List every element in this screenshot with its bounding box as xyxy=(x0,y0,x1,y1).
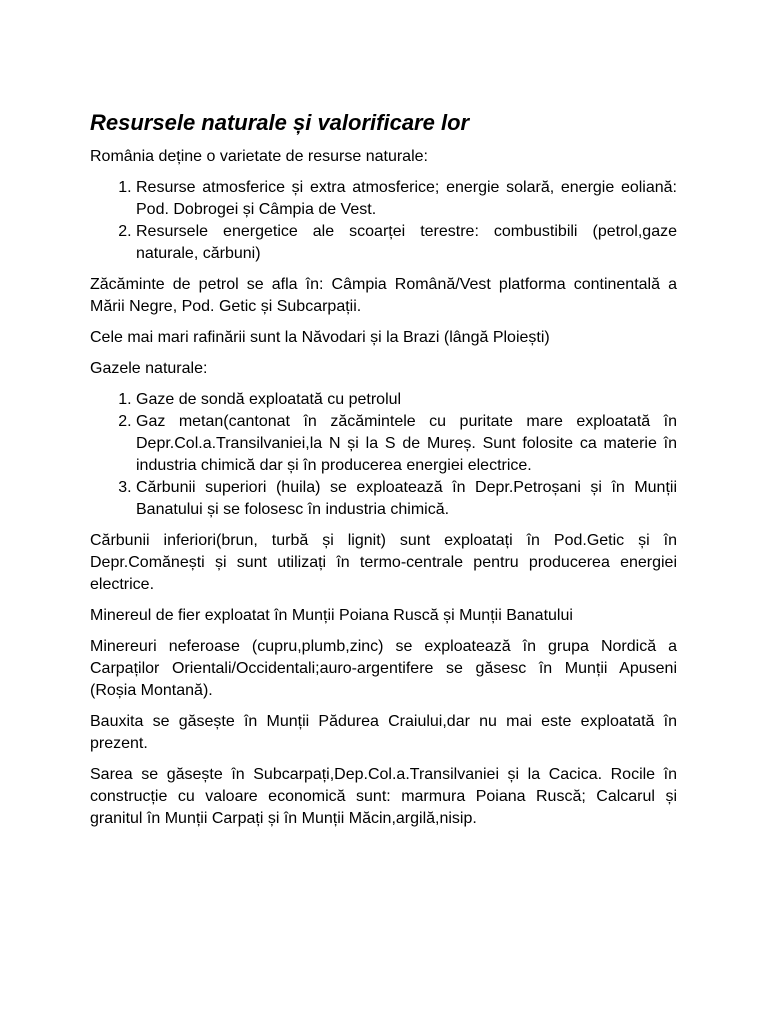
list-item: 1. Resurse atmosferice și extra atmosferice; energie solară, energie eoliană: Pod. Dobrogei și Câmpia de Vest. xyxy=(136,177,677,221)
refineries-paragraph: Cele mai mari rafinării sunt la Năvodari și la Brazi (lângă Ploiești) xyxy=(90,329,550,346)
list-item: 3. Cărbunii superiori (huila) se exploatează în Depr.Petroșani și în Munții Banatului și se folosesc în industria chimică. xyxy=(136,477,677,521)
gas-heading: Gazele naturale: xyxy=(90,360,208,377)
nonferrous-paragraph: Minereuri neferoase (cupru,plumb,zinc) se exploatează în grupa Nordică a Carpaților Orientali/Occidentali;auro-argentifere se găsesc în Munții Apuseni (Roșia Montană). xyxy=(90,638,677,699)
list-item: 1. Gaze de sondă exploatată cu petrolul xyxy=(136,389,677,411)
gas-list xyxy=(90,389,677,521)
document-page xyxy=(90,108,677,839)
petroleum-paragraph: Zăcăminte de petrol se afla în: Câmpia Română/Vest platforma continentală a Mării Negre, Pod. Getic și Subcarpații. xyxy=(90,276,677,315)
document-title: Resursele naturale și valorificare lor xyxy=(90,110,470,135)
list-item: 2. Gaz metan(cantonat în zăcămintele cu puritate mare exploatată în Depr.Col.a.Transilvaniei,la N și la S de Mureș. Sunt folosite ca materie în industria chimică dar și în producerea energiei electrice. xyxy=(136,411,677,477)
resources-list xyxy=(90,177,677,265)
coal-paragraph: Cărbunii inferiori(brun, turbă și lignit) sunt exploatați în Pod.Getic și în Depr.Comănești și sunt utilizați în termo-centrale pentru producerea energiei electrice. xyxy=(90,532,677,593)
bauxite-paragraph: Bauxita se găsește în Munții Pădurea Craiului,dar nu mai este exploatată în prezent. xyxy=(90,713,677,752)
intro-paragraph: România deține o varietate de resurse naturale: xyxy=(90,148,428,165)
salt-paragraph: Sarea se găsește în Subcarpați,Dep.Col.a.Transilvaniei și la Cacica. Rocile în construcție cu valoare economică sunt: marmura Poiana Ruscă; Calcarul și granitul în Munții Carpați și în Munții Măcin,argilă,nisip. xyxy=(90,766,677,827)
list-item: 2. Resursele energetice ale scoarței terestre: combustibili (petrol,gaze naturale, cărbuni) xyxy=(136,221,677,265)
iron-paragraph: Minereul de fier exploatat în Munții Poiana Ruscă și Munții Banatului xyxy=(90,607,573,624)
